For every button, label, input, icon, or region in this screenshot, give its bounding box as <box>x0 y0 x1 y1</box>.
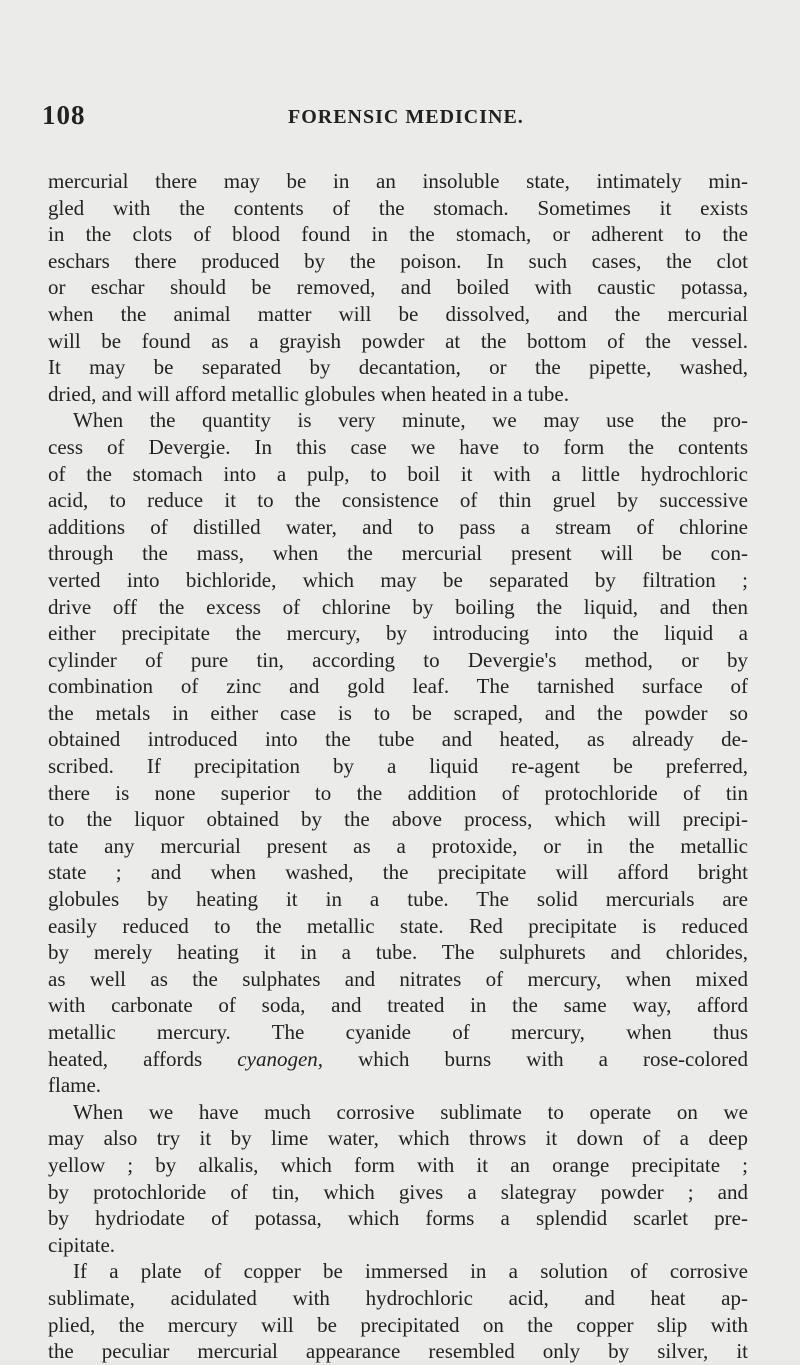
text-line: additions of distilled water, and to pass a stream of chlorine <box>48 514 748 539</box>
text-line: in the clots of blood found in the stomach, or adherent to the <box>48 222 748 247</box>
text-line: either precipitate the mercury, by introducing into the liquid a <box>48 621 748 646</box>
text-line: When the quantity is very minute, we may use the pro- <box>73 408 748 433</box>
text-line: verted into bichloride, which may be separated by filtration ; <box>48 567 748 592</box>
text-line: through the mass, when the mercurial present will be con- <box>48 541 748 566</box>
paragraph <box>48 1099 748 1259</box>
text-line: by hydriodate of potassa, which forms a splendid scarlet pre- <box>48 1206 748 1231</box>
page-header <box>42 100 742 140</box>
text-line: mercurial there may be in an insoluble state, intimately min- <box>48 169 748 193</box>
text-line: acid, to reduce it to the consistence of thin gruel by successive <box>48 488 748 513</box>
text-line: yellow ; by alkalis, which form with it an orange precipitate ; <box>48 1152 748 1177</box>
text-line: When we have much corrosive sublimate to operate on we <box>73 1099 748 1124</box>
text-line: state ; and when washed, the precipitate will afford bright <box>48 860 748 885</box>
text-line: sublimate, acidulated with hydrochloric acid, and heat ap- <box>48 1285 748 1310</box>
text-line: when the animal matter will be dissolved, and the mercurial <box>48 301 748 326</box>
text-line: will be found as a grayish powder at the bottom of the vessel. <box>48 328 748 353</box>
text-line: globules by heating it in a tube. The solid mercurials are <box>48 887 748 912</box>
text-run: which burns with a rose-colored <box>323 1046 748 1071</box>
text-line: It may be separated by decantation, or the pipette, washed, <box>48 355 748 380</box>
text-line: to the liquor obtained by the above process, which will precipi- <box>48 807 748 832</box>
text-line: cylinder of pure tin, according to Devergie's method, or by <box>48 647 748 672</box>
text-line: there is none superior to the addition of protochloride of tin <box>48 780 748 805</box>
text-line: gled with the contents of the stomach. Sometimes it exists <box>48 195 748 220</box>
text-line: easily reduced to the metallic state. Red precipitate is reduced <box>48 913 748 938</box>
text-line: cess of Devergie. In this case we have to form the contents <box>48 434 748 459</box>
text-line: the peculiar mercurial appearance resembled only by silver, it <box>48 1339 748 1364</box>
text-line: scribed. If precipitation by a liquid re-agent be preferred, <box>48 754 748 779</box>
text-line: dried, and will afford metallic globules when heated in a tube. <box>48 381 569 406</box>
text-line: If a plate of copper be immersed in a solution of corrosive <box>73 1259 748 1284</box>
text-line: combination of zinc and gold leaf. The tarnished surface of <box>48 674 748 699</box>
text-run: heated, affords <box>48 1046 238 1071</box>
text-line: drive off the excess of chlorine by boiling the liquid, and then <box>48 594 748 619</box>
text-line: eschars there produced by the poison. In such cases, the clot <box>48 248 748 273</box>
page-number: 108 <box>42 100 86 130</box>
body-text <box>48 168 748 1365</box>
text-line: cipitate. <box>48 1232 116 1257</box>
paragraph <box>48 1258 748 1364</box>
text-line: tate any mercurial present as a protoxide, or in the metallic <box>48 833 748 858</box>
paragraph <box>48 407 748 1098</box>
text-line: as well as the sulphates and nitrates of mercury, when mixed <box>48 966 748 991</box>
text-line: obtained introduced into the tube and heated, as already de- <box>48 727 748 752</box>
text-line-with-italic <box>48 1046 748 1073</box>
text-line: or eschar should be removed, and boiled with caustic potassa, <box>48 275 748 300</box>
italic-term: cyanogen, <box>237 1046 324 1071</box>
text-line: the metals in either case is to be scraped, and the powder so <box>48 700 748 725</box>
text-line: plied, the mercury will be precipitated on the copper slip with <box>48 1312 748 1337</box>
running-title: FORENSIC MEDICINE. <box>288 106 524 128</box>
text-line: by protochloride of tin, which gives a slategray powder ; and <box>48 1179 748 1204</box>
text-line: metallic mercury. The cyanide of mercury, when thus <box>48 1020 748 1044</box>
text-line: of the stomach into a pulp, to boil it with a little hydrochloric <box>48 461 748 486</box>
text-line: with carbonate of soda, and treated in the same way, afford <box>48 993 748 1018</box>
paragraph <box>48 168 748 407</box>
text-line: by merely heating it in a tube. The sulphurets and chlorides, <box>48 940 748 965</box>
text-line: may also try it by lime water, which throws it down of a deep <box>48 1126 748 1151</box>
text-line: flame. <box>48 1073 102 1098</box>
